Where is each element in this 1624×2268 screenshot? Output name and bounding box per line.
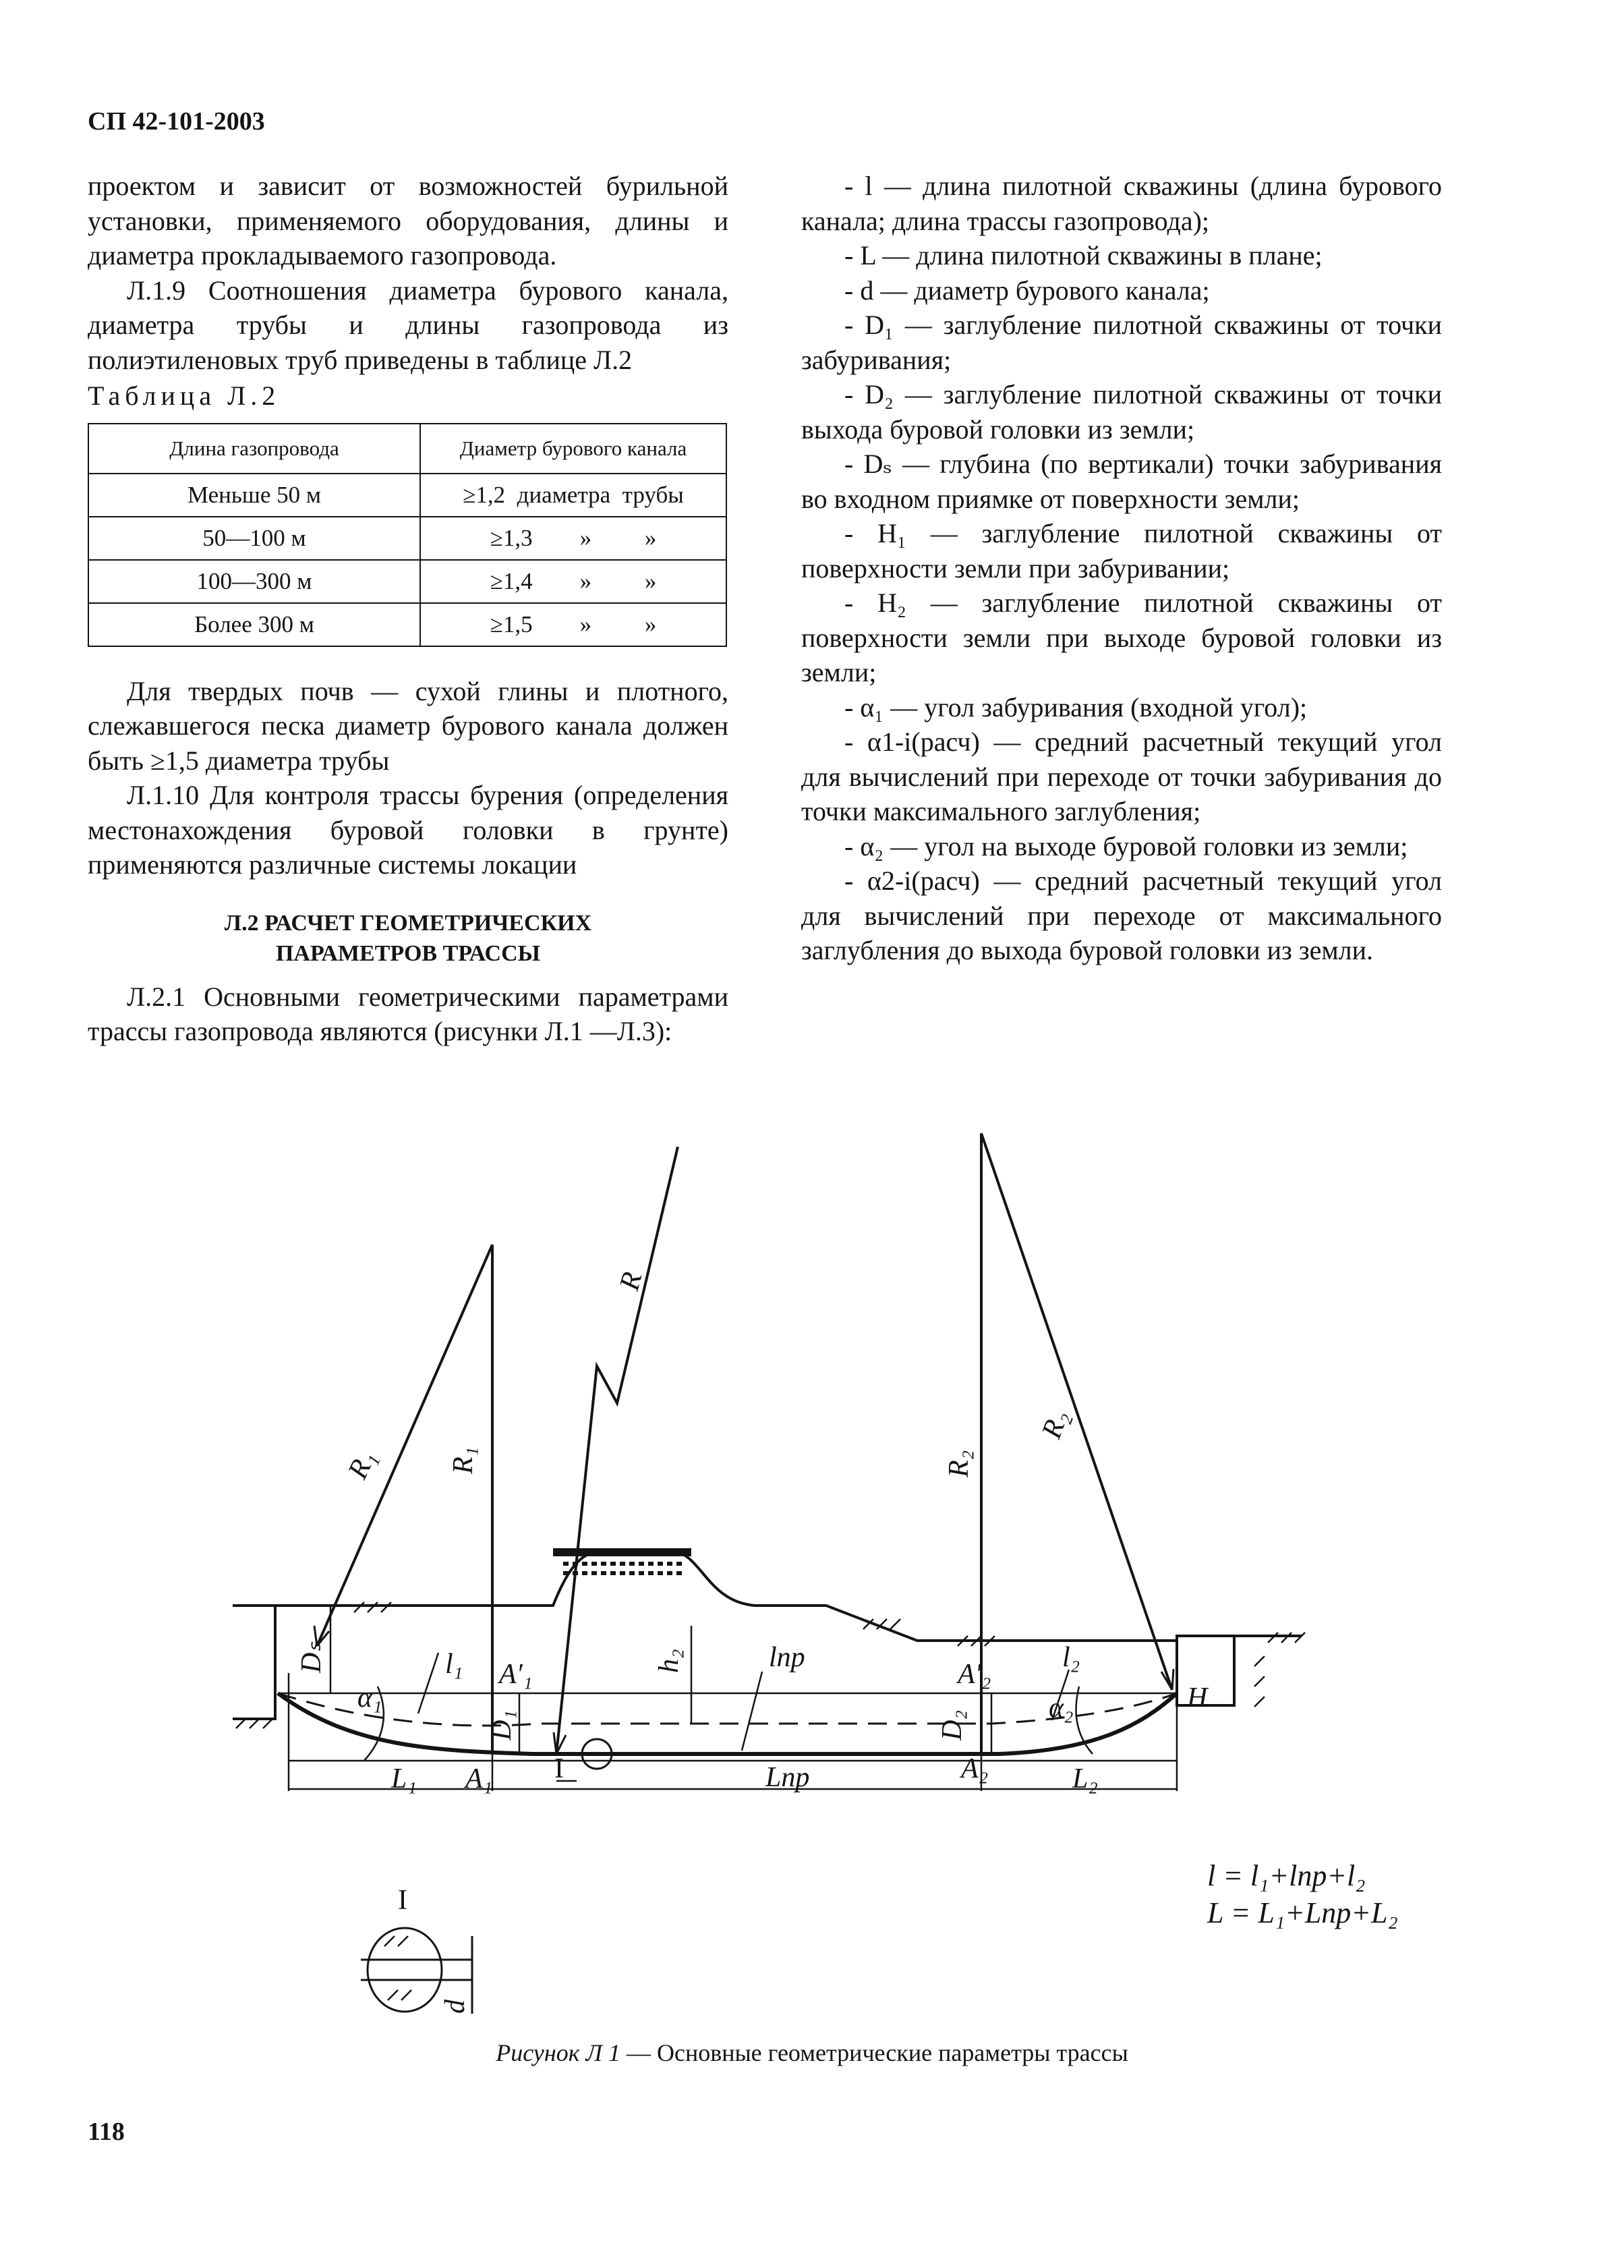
label-h2: h₂ [654, 1649, 685, 1673]
label-a1-prime: A′₁ [499, 1659, 533, 1690]
label-r1-vertical: R₁ [448, 1446, 479, 1474]
definition-item: - Dₛ — глубина (по вертикали) точки забуривания во входном приямке от поверхности земли; [801, 449, 1442, 514]
table-cell: 100—300 м [88, 560, 420, 603]
table-cell: ≥1,2 диаметра трубы [420, 474, 726, 517]
label-ds: Dₛ [296, 1642, 327, 1673]
section-heading-line-1: Л.2 РАСЧЕТ ГЕОМЕТРИЧЕСКИХ [224, 910, 592, 936]
label-r1-inclined: R₁ [342, 1446, 382, 1484]
paragraph-l-1-9: Л.1.9 Соотношения диаметра бурового канала, диаметра трубы и длины газопровода из полиэтиленовых труб приведены в таблице Л.2 [88, 275, 728, 375]
table-cell: ≥1,4 » » [420, 560, 726, 603]
document-header: СП 42-101-2003 [88, 107, 265, 136]
label-a2-prime: A′₂ [958, 1659, 991, 1690]
label-l2: l₂ [1062, 1642, 1080, 1673]
table-header-cell: Диаметр бурового канала [420, 424, 726, 474]
label-r: R [614, 1268, 649, 1294]
right-column [801, 169, 1442, 968]
definition-item: - α1-i(расч) — средний расчетный текущий угол для вычислений при переходе от точки забуривания до точки максимального заглубления; [801, 727, 1442, 826]
left-column [88, 169, 728, 1049]
label-detail-title: I [398, 1885, 407, 1916]
figure-caption-label: Рисунок Л 1 [496, 2039, 620, 2066]
label-l1: l₁ [445, 1649, 463, 1680]
label-lpr: lпр [769, 1642, 805, 1673]
definition-item: - l — длина пилотной скважины (длина бурового канала; длина трассы газопровода); [801, 171, 1442, 236]
definition-item: - D₂ — заглубление пилотной скважины от точки выхода буровой головки из земли; [801, 379, 1442, 445]
section-heading-line-2: ПАРАМЕТРОВ ТРАССЫ [275, 940, 541, 966]
paragraph-l-1-10: Л.1.10 Для контроля трассы бурения (определения местонахождения буровой головки в грунте) применяются различные системы локации [88, 780, 728, 880]
design-path-dashed [278, 1693, 1177, 1726]
definition-item: - α2-i(расч) — средний расчетный текущий угол для вычислений при переходе от максимального заглубления до выхода буровой головки из земли. [801, 866, 1442, 965]
paragraph: проектом и зависит от возможностей бурильной установки, применяемого оборудования, длины и диаметра прокладываемого газопровода. [88, 171, 728, 271]
label-r2-inclined: R₂ [1036, 1406, 1075, 1443]
definition-item: - H₂ — заглубление пилотной скважины от поверхности земли при выходе буровой головки из земли; [801, 588, 1442, 687]
table-row [88, 474, 726, 517]
table-row [88, 603, 726, 646]
radius-r2-inclined [981, 1133, 1172, 1690]
definition-item: - H₁ — заглубление пилотной скважины от поверхности земли при забуривании; [801, 518, 1442, 584]
paragraph: Для твердых почв — сухой глины и плотного, слежавшегося песка диаметр бурового канала должен быть ≥1,5 диаметра трубы [88, 675, 728, 776]
table-cell: Более 300 м [88, 603, 420, 646]
road-surface [553, 1548, 691, 1556]
label-cap-l1: L₁ [391, 1763, 417, 1794]
formula-cap-l: L = L₁+Lпр+L₂ [1207, 1896, 1398, 1929]
label-cap-l2: L₂ [1072, 1763, 1098, 1794]
paragraph-l-2-1: Л.2.1 Основными геометрическими параметрами трассы газопровода являются (рисунки Л.1 —Л.3): [88, 981, 728, 1046]
label-r2-vertical: R₂ [944, 1450, 975, 1477]
table-caption: Таблица Л.2 [88, 380, 281, 411]
figure-caption [0, 2039, 1624, 2067]
table-row [88, 560, 726, 603]
entry-pit-outline [233, 1606, 275, 1719]
definition-item: - α₂ — угол на выходе буровой головки из земли; [844, 830, 1408, 861]
label-a2: A₂ [961, 1753, 989, 1784]
label-h: H [1187, 1682, 1208, 1713]
table-cell: ≥1,5 » » [420, 603, 726, 646]
label-a1: A₁ [465, 1763, 493, 1794]
trajectory-diagram [0, 1106, 1624, 2051]
definition-item: - α₁ — угол забуривания (входной угол); [844, 691, 1308, 722]
page-number: 118 [88, 2118, 125, 2146]
definition-item: - D₁ — заглубление пилотной скважины от точки забуривания; [801, 310, 1442, 375]
table-cell: Меньше 50 м [88, 474, 420, 517]
table-l2 [88, 423, 727, 647]
label-lpr-plan: Lпр [765, 1762, 810, 1793]
radius-r1-inclined [317, 1245, 492, 1646]
definition-item: - L — длина пилотной скважины в плане; [844, 240, 1323, 271]
table-header-row [88, 424, 726, 474]
label-alpha2: α₂ [1049, 1693, 1074, 1724]
label-d: d [440, 2000, 471, 2014]
formula-l: l = l₁+lпр+l₂ [1207, 1859, 1366, 1892]
label-alpha1: α₁ [357, 1682, 382, 1713]
table-cell: 50—100 м [88, 517, 420, 560]
table-header-cell: Длина газопровода [88, 424, 420, 474]
table-row [88, 517, 726, 560]
label-d2: D₂ [937, 1710, 968, 1740]
label-detail-ref: I [554, 1753, 564, 1784]
section-heading [88, 908, 728, 969]
definition-item: - d — диаметр бурового канала; [844, 275, 1210, 306]
table-cell: ≥1,3 » » [420, 517, 726, 560]
label-d1: D₁ [486, 1710, 517, 1740]
figure-caption-text: — Основные геометрические параметры трассы [620, 2039, 1128, 2066]
